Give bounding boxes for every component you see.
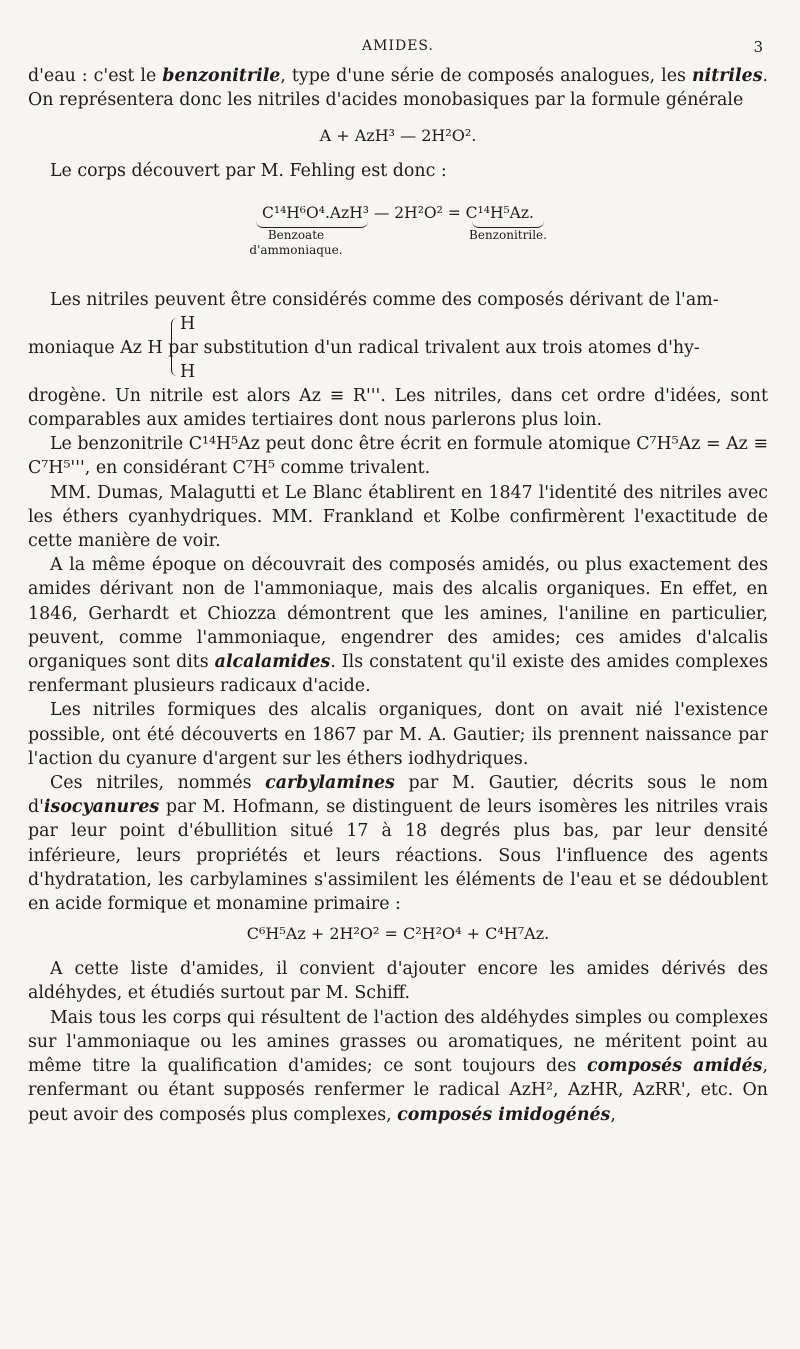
paragraph-5: MM. Dumas, Malagutti et Le Blanc établirent en 1847 l'identité des nitriles avec les éthers cyanhydriques. MM. Frankland et Kolbe confirmèrent l'exactitude de cette manière de voir. bbox=[28, 482, 768, 552]
paragraph-2: Le corps découvert par M. Fehling est donc : bbox=[50, 161, 447, 182]
h-top: H bbox=[180, 313, 196, 334]
paragraph-10: Mais tous les corps qui résultent de l'action des aldéhydes simples ou complexes sur l'ammoniaque ou les amines grasses ou aromatiques, ne méritent point au même titre la qualification d'amides; ce sont toujours des composés amidés, renfermant ou étant supposés renfermer le radical AzH², AzHR, AzRR', etc. On peut avoir des composés plus complexes, composés imidogénés, bbox=[28, 1007, 769, 1125]
paragraph-8: Ces nitriles, nommés carbylamines par M. Gautier, décrits sous le nom d'isocyanures par M. Hofmann, se distinguent de leurs isomères les nitriles vrais par leur point d'ébullition situé 17 à 18 degrés plus bas, par leur densité inférieure, leurs propriétés et leurs réactions. Sous l'influence des agents d'hydratation, les carbylamines s'assimilent les éléments de l'eau et se dédoublent en acide formique et monamine primaire : bbox=[28, 773, 768, 915]
underbrace-left bbox=[256, 221, 368, 228]
paragraph-9: A cette liste d'amides, il convient d'ajouter encore les amides dérivés des aldéhydes, et étudiés surtout par M. Schiff. bbox=[28, 959, 768, 1004]
term-nitriles: nitriles bbox=[691, 66, 763, 86]
fehling-equation bbox=[28, 192, 768, 278]
equation-1: C¹⁴H⁶O⁴.AzH³ — 2H²O² = C¹⁴H⁵Az. bbox=[262, 203, 534, 222]
label-benzonitrile: Benzonitrile. bbox=[469, 227, 547, 242]
h-bottom: H bbox=[180, 361, 196, 382]
paragraph-3-line-2: moniaque Az H par substitution d'un radical trivalent aux trois atomes d'hy- bbox=[28, 337, 700, 358]
term-benzonitrile: benzonitrile bbox=[162, 66, 281, 86]
term-composes-imidogenes: composés imidogénés bbox=[397, 1104, 611, 1125]
equation-2: C⁶H⁵Az + 2H²O² = C²H²O⁴ + C⁴H⁷Az. bbox=[246, 924, 550, 944]
paragraph-1: d'eau : c'est le benzonitrile, type d'une série de composés analogues, les nitriles. On représentera donc les nitriles d'acides monobasiques par la formule générale bbox=[28, 66, 769, 111]
paragraph-7: Les nitriles formiques des alcalis organiques, dont on avait nié l'existence possible, ont été découverts en 1867 par M. A. Gautier; ils prennent naissance par l'action du cyanure d'argent sur les éthers iodhydriques. bbox=[28, 700, 768, 769]
paragraph-3-line-1: Les nitriles peuvent être considérés comme des composés dérivant de l'am- bbox=[50, 289, 719, 310]
term-alcalamides: alcalamides bbox=[214, 652, 331, 673]
paragraph-3-line-3: drogène. Un nitrile est alors Az ≡ R'''. Les nitriles, dans cet ordre d'idées, sont comparables aux amides tertiaires dont nous parlerons plus loin. bbox=[28, 385, 768, 431]
term-composes-amides: composés amidés bbox=[586, 1056, 763, 1077]
term-carbylamines: carbylamines bbox=[265, 773, 395, 794]
term-isocyanures: isocyanures bbox=[43, 797, 160, 818]
label-benzoate: Benzoate d'ammoniaque. bbox=[249, 227, 343, 257]
paragraph-4: Le benzonitrile C¹⁴H⁵Az peut donc être écrit en formule atomique C⁷H⁵Az = Az ≡ C⁷H⁵''', en considérant C⁷H⁵ comme trivalent. bbox=[28, 434, 768, 479]
page-header bbox=[28, 34, 768, 64]
paragraph-6: A la même époque on découvrait des composés amidés, ou plus exactement des amides dérivant non de l'ammoniaque, mais des alcalis organiques. En effet, en 1846, Gerhardt et Chiozza démontrent que les amines, l'aniline en particulier, peuvent, comme l'ammoniaque, engendrer des amides; ces amides d'alcalis organiques sont dits alcalamides. Ils constatent qu'il existe des amides complexes renfermant plusieurs radicaux d'acide. bbox=[28, 555, 768, 697]
general-formula: A + AzH³ — 2H²O². bbox=[319, 126, 477, 146]
ammonia-formula-block bbox=[28, 312, 768, 384]
underbrace-right bbox=[472, 221, 544, 228]
running-title: AMIDES. bbox=[362, 38, 434, 54]
page-number: 3 bbox=[753, 38, 764, 56]
